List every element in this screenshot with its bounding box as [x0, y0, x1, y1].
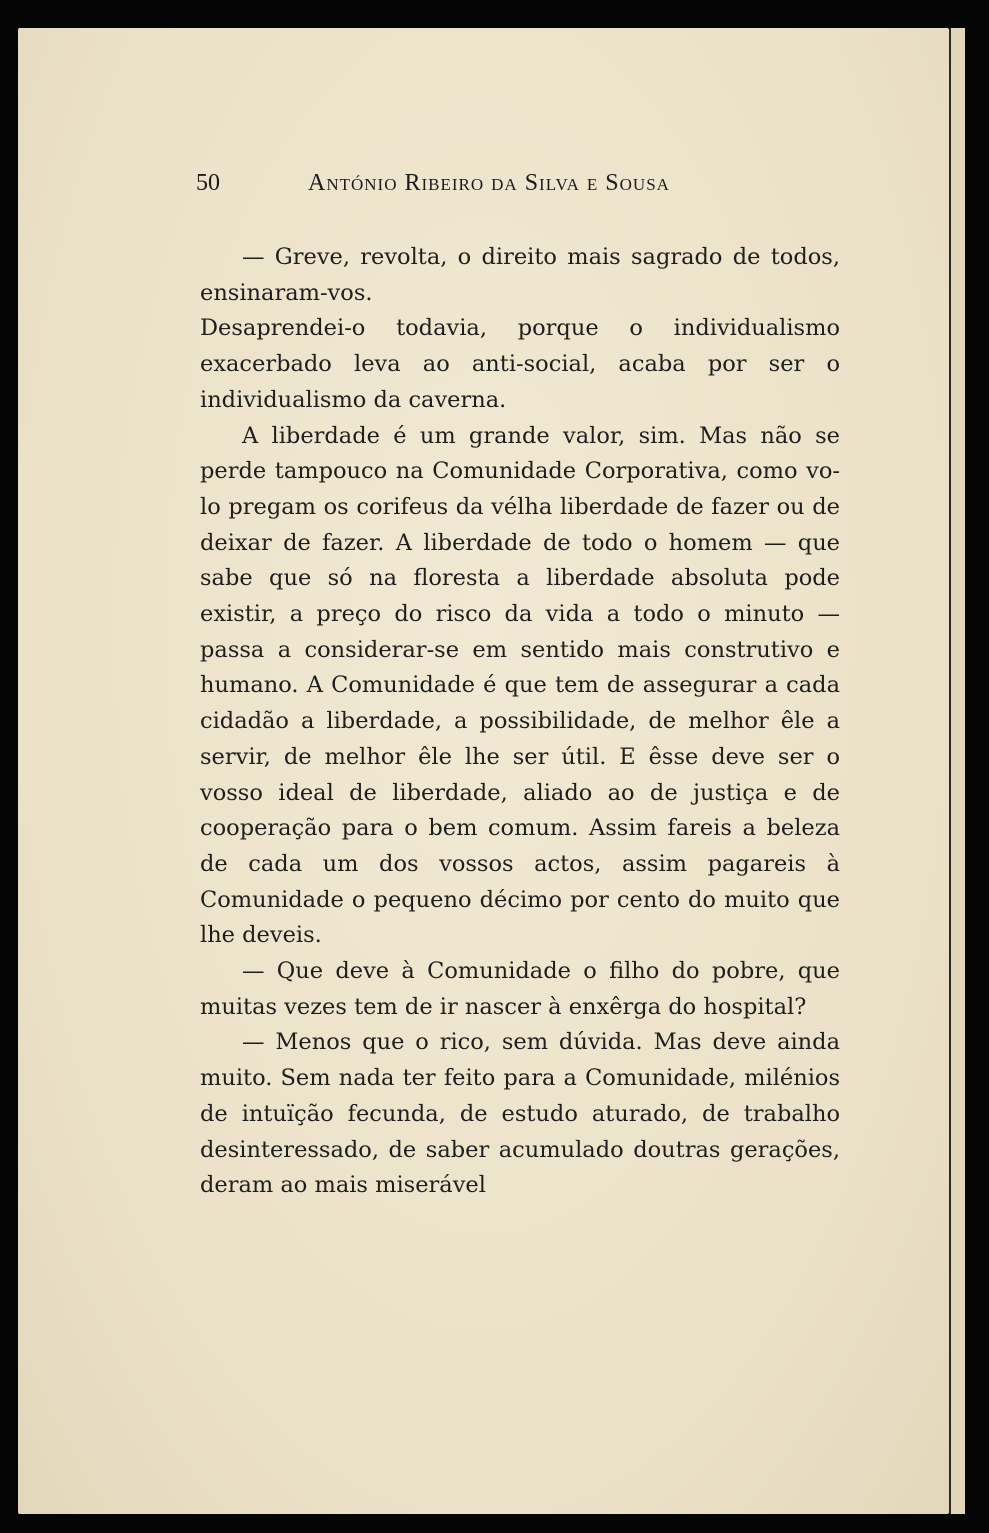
paragraph: — Menos que o rico, sem dúvida. Mas deve ainda muito. Sem nada ter feito para a Comunidade, milénios de intuïção fecunda, de estudo aturado, de trabalho desinteressado, de saber acumulado doutras gerações, deram ao mais miserável: [200, 1029, 840, 1199]
page-edge: [949, 28, 965, 1514]
paragraph: — Que deve à Comunidade o filho do pobre, que muitas vezes tem de ir nascer à enxêrga do hospital?: [200, 958, 840, 1020]
running-head: António Ribeiro da Silva e Sousa: [308, 170, 670, 196]
paragraph: A liberdade é um grande valor, sim. Mas não se perde tampouco na Comunidade Corporativa, como vo-lo pregam os corifeus da vélha liberdade de fazer ou de deixar de fazer. A liberdade de todo o homem — que sabe que só na floresta a liberdade absoluta pode existir, a preço do risco da vida a todo o minuto — passa a considerar-se em sentido mais construtivo e humano. A Comunidade é que tem de assegurar a cada cidadão a liberdade, a possibilidade, de melhor êle a servir, de melhor êle lhe ser útil. E êsse deve ser o vosso ideal de liberdade, aliado ao de justiça e de cooperação para o bem comum. Assim fareis a beleza de cada um dos vossos actos, assim pagareis à Comunidade o pequeno décimo por cento do muito que lhe deveis.: [200, 422, 840, 949]
page-number: 50: [196, 170, 220, 196]
paragraph: Desaprendei-o todavia, porque o individualismo exacerbado leva ao anti-social, acaba por ser o individualismo da caverna.: [200, 315, 840, 413]
paragraph: — Greve, revolta, o direito mais sagrado de todos, ensinaram-vos.: [200, 244, 840, 306]
body-text: [200, 240, 840, 1204]
page-header: [196, 170, 846, 200]
